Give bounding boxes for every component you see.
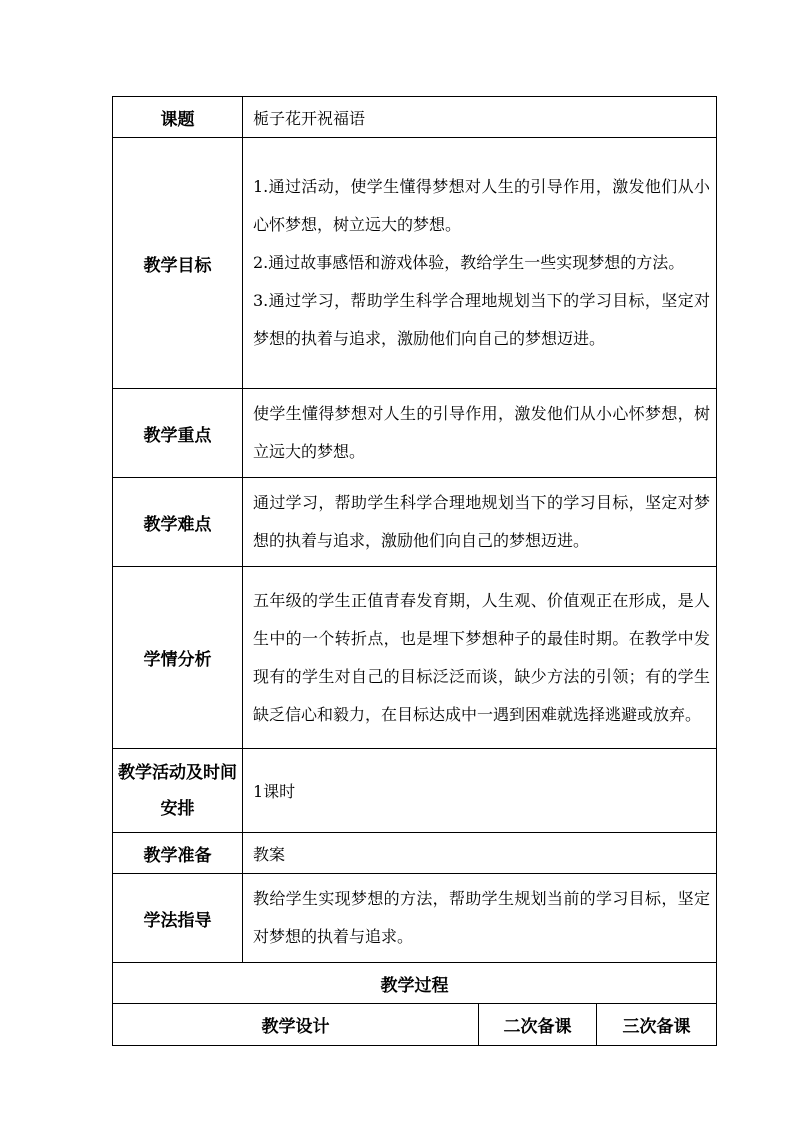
lesson-plan-table [112,96,717,1046]
key-points-label: 教学重点 [113,389,243,478]
column-second-prep: 二次备课 [479,1004,597,1046]
preparation-value: 教案 [243,833,717,874]
method-value: 教给学生实现梦想的方法，帮助学生规划当前的学习目标，坚定对梦想的执着与追求。 [243,874,717,963]
topic-value: 栀子花开祝福语 [243,97,717,138]
topic-label: 课题 [113,97,243,138]
objective-item-1: 1.通过活动，使学生懂得梦想对人生的引导作用，激发他们从小心怀梦想，树立远大的梦想。 [253,177,711,234]
difficulties-value: 通过学习，帮助学生科学合理地规划当下的学习目标，坚定对梦想的执着与追求，激励他们向自己的梦想迈进。 [243,478,717,567]
schedule-label: 教学活动及时间安排 [113,749,243,833]
process-title: 教学过程 [113,963,717,1004]
analysis-label: 学情分析 [113,567,243,749]
process-title-row [113,963,717,1004]
objectives-row [113,138,717,389]
difficulties-label: 教学难点 [113,478,243,567]
objective-item-2: 2.通过故事感悟和游戏体验，教给学生一些实现梦想的方法。 [253,253,685,272]
method-row [113,874,717,963]
analysis-row [113,567,717,749]
column-third-prep: 三次备课 [597,1004,717,1046]
schedule-row [113,749,717,833]
objectives-value [243,138,717,389]
objectives-label: 教学目标 [113,138,243,389]
preparation-label: 教学准备 [113,833,243,874]
objective-item-3: 3.通过学习，帮助学生科学合理地规划当下的学习目标，坚定对梦想的执着与追求，激励他们向自己的梦想迈进。 [253,291,711,348]
difficulties-row [113,478,717,567]
preparation-row [113,833,717,874]
column-teaching-design: 教学设计 [113,1004,479,1046]
key-points-value: 使学生懂得梦想对人生的引导作用，激发他们从小心怀梦想，树立远大的梦想。 [243,389,717,478]
topic-row [113,97,717,138]
analysis-value: 五年级的学生正值青春发育期，人生观、价值观正在形成，是人生中的一个转折点，也是埋下梦想种子的最佳时期。在教学中发现有的学生对自己的目标泛泛而谈，缺少方法的引领；有的学生缺乏信心和毅力，在目标达成中一遇到困难就选择逃避或放弃。 [243,567,717,749]
process-columns-row [113,1004,717,1046]
method-label: 学法指导 [113,874,243,963]
schedule-value: 1课时 [243,749,717,833]
key-points-row [113,389,717,478]
